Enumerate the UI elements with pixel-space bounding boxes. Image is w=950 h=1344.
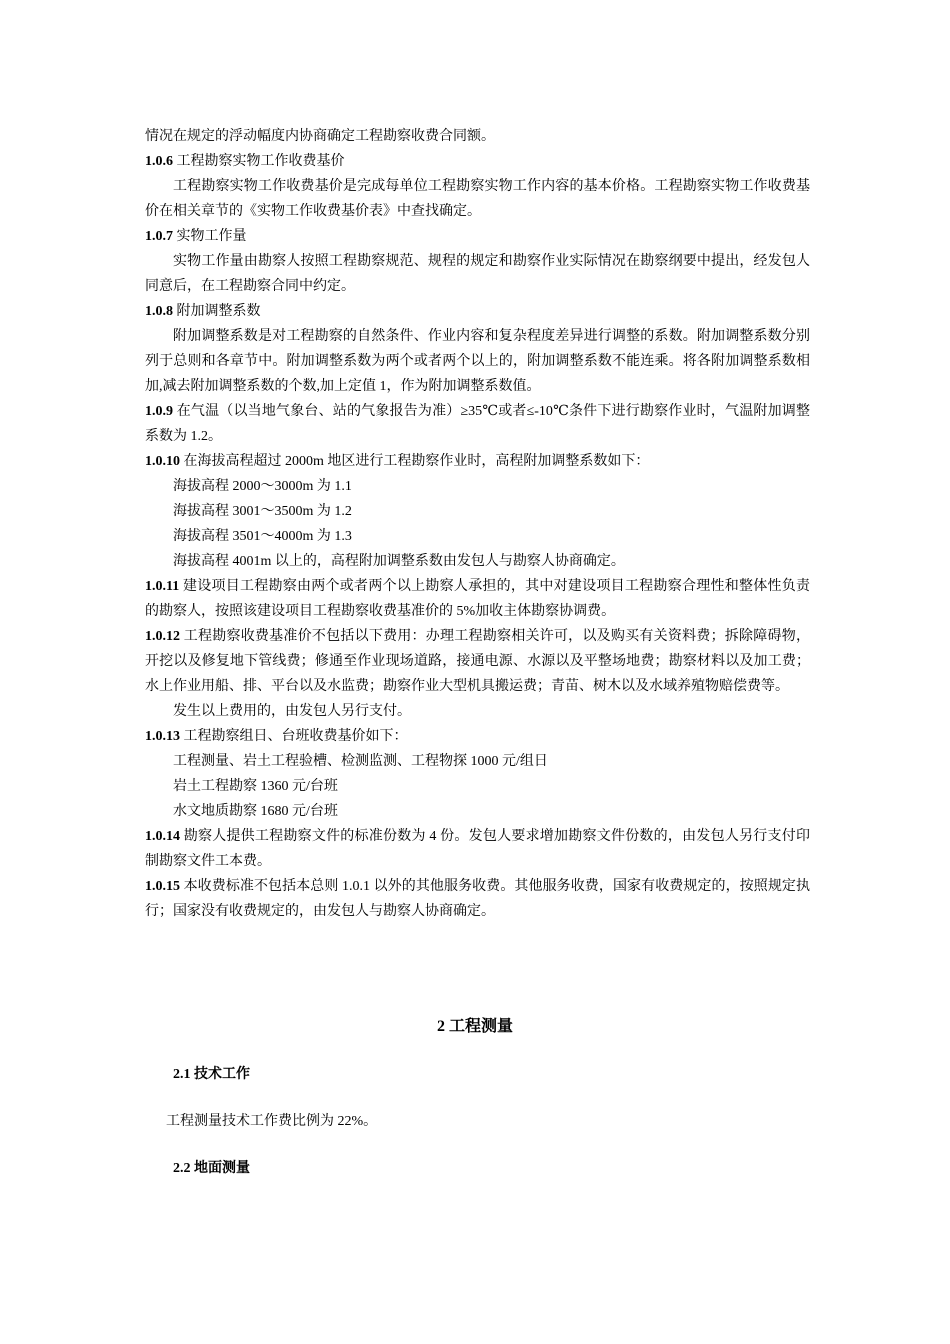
clause: 1.0.10 在海拔高程超过 2000m 地区进行工程勘察作业时，高程附加调整系数如下： <box>145 454 650 469</box>
clause: 1.0.14 勘察人提供工程勘察文件的标准份数为 4 份。发包人要求增加勘察文件份数的，由发包人另行支付印制勘察文件工本费。 <box>145 829 810 869</box>
paragraph: 附加调整系数是对工程勘察的自然条件、作业内容和复杂程度差异进行调整的系数。附加调整系数分别列于总则和各章节中。附加调整系数为两个或者两个以上的，附加调整系数不能连乘。将各附加调整系数相加,减去附加调整系数的个数,加上定值 1，作为附加调整系数值。 <box>145 329 810 394</box>
list-item: 海拔高程 4001m 以上的，高程附加调整系数由发包人与勘察人协商确定。 <box>173 554 625 569</box>
body-text <box>145 124 810 924</box>
chapter-title: 2 工程测量 <box>436 1018 513 1035</box>
list-item: 岩土工程勘察 1360 元/台班 <box>173 779 338 794</box>
section-title: 2.1 技术工作 <box>173 1067 250 1082</box>
list-item: 工程测量、岩土工程验槽、检测监测、工程物探 1000 元/组日 <box>173 754 548 769</box>
paragraph: 实物工作量由勘察人按照工程勘察规范、规程的规定和勘察作业实际情况在勘察纲要中提出，经发包人同意后，在工程勘察合同中约定。 <box>145 254 810 294</box>
clause-number: 1.0.7 <box>145 229 173 244</box>
list-item: 海拔高程 3001～3500m 为 1.2 <box>173 504 352 519</box>
list-item: 海拔高程 3501～4000m 为 1.3 <box>173 529 352 544</box>
list-item: 海拔高程 2000～3000m 为 1.1 <box>173 479 352 494</box>
clause-number: 1.0.13 <box>145 729 180 744</box>
clause-number: 1.0.15 <box>145 879 180 894</box>
paragraph: 发生以上费用的，由发包人另行支付。 <box>173 704 411 719</box>
clause-number: 1.0.6 <box>145 154 173 169</box>
section-title: 2.2 地面测量 <box>173 1161 250 1176</box>
clause-number: 1.0.11 <box>145 579 180 594</box>
clause-number: 1.0.14 <box>145 829 180 844</box>
clause: 1.0.12 工程勘察收费基准价不包括以下费用：办理工程勘察相关许可，以及购买有关资料费；拆除障碍物，开挖以及修复地下管线费；修通至作业现场道路，接通电源、水源以及平整场地费；勘察材料以及加工费；水上作业用船、排、平台以及水监费；勘察作业大型机具搬运费；青苗、树木以及水域养殖物赔偿费等。 <box>145 629 810 694</box>
clause: 1.0.9 在气温（以当地气象台、站的气象报告为准）≥35℃或者≤-10℃条件下进行勘察作业时，气温附加调整系数为 1.2。 <box>145 404 810 444</box>
clause-heading: 1.0.7 实物工作量 <box>145 229 247 244</box>
clause-number: 1.0.12 <box>145 629 180 644</box>
paragraph: 工程勘察实物工作收费基价是完成每单位工程勘察实物工作内容的基本价格。工程勘察实物工作收费基价在相关章节的《实物工作收费基价表》中查找确定。 <box>145 179 810 219</box>
paragraph: 情况在规定的浮动幅度内协商确定工程勘察收费合同额。 <box>145 129 495 144</box>
clause: 1.0.11 建设项目工程勘察由两个或者两个以上勘察人承担的，其中对建设项目工程勘察合理性和整体性负责的勘察人，按照该建设项目工程勘察收费基准价的 5%加收主体勘察协调费。 <box>145 579 810 619</box>
clause-heading: 1.0.6 工程勘察实物工作收费基价 <box>145 154 345 169</box>
clause: 1.0.15 本收费标准不包括本总则 1.0.1 以外的其他服务收费。其他服务收费，国家有收费规定的，按照规定执行；国家没有收费规定的，由发包人与勘察人协商确定。 <box>145 879 810 919</box>
clause-number: 1.0.9 <box>145 404 173 419</box>
clause: 1.0.13 工程勘察组日、台班收费基价如下： <box>145 729 408 744</box>
clause-heading: 1.0.8 附加调整系数 <box>145 304 261 319</box>
clause-number: 1.0.8 <box>145 304 173 319</box>
clause-number: 1.0.10 <box>145 454 180 469</box>
list-item: 水文地质勘察 1680 元/台班 <box>173 804 338 819</box>
section-body: 工程测量技术工作费比例为 22%。 <box>166 1114 378 1129</box>
